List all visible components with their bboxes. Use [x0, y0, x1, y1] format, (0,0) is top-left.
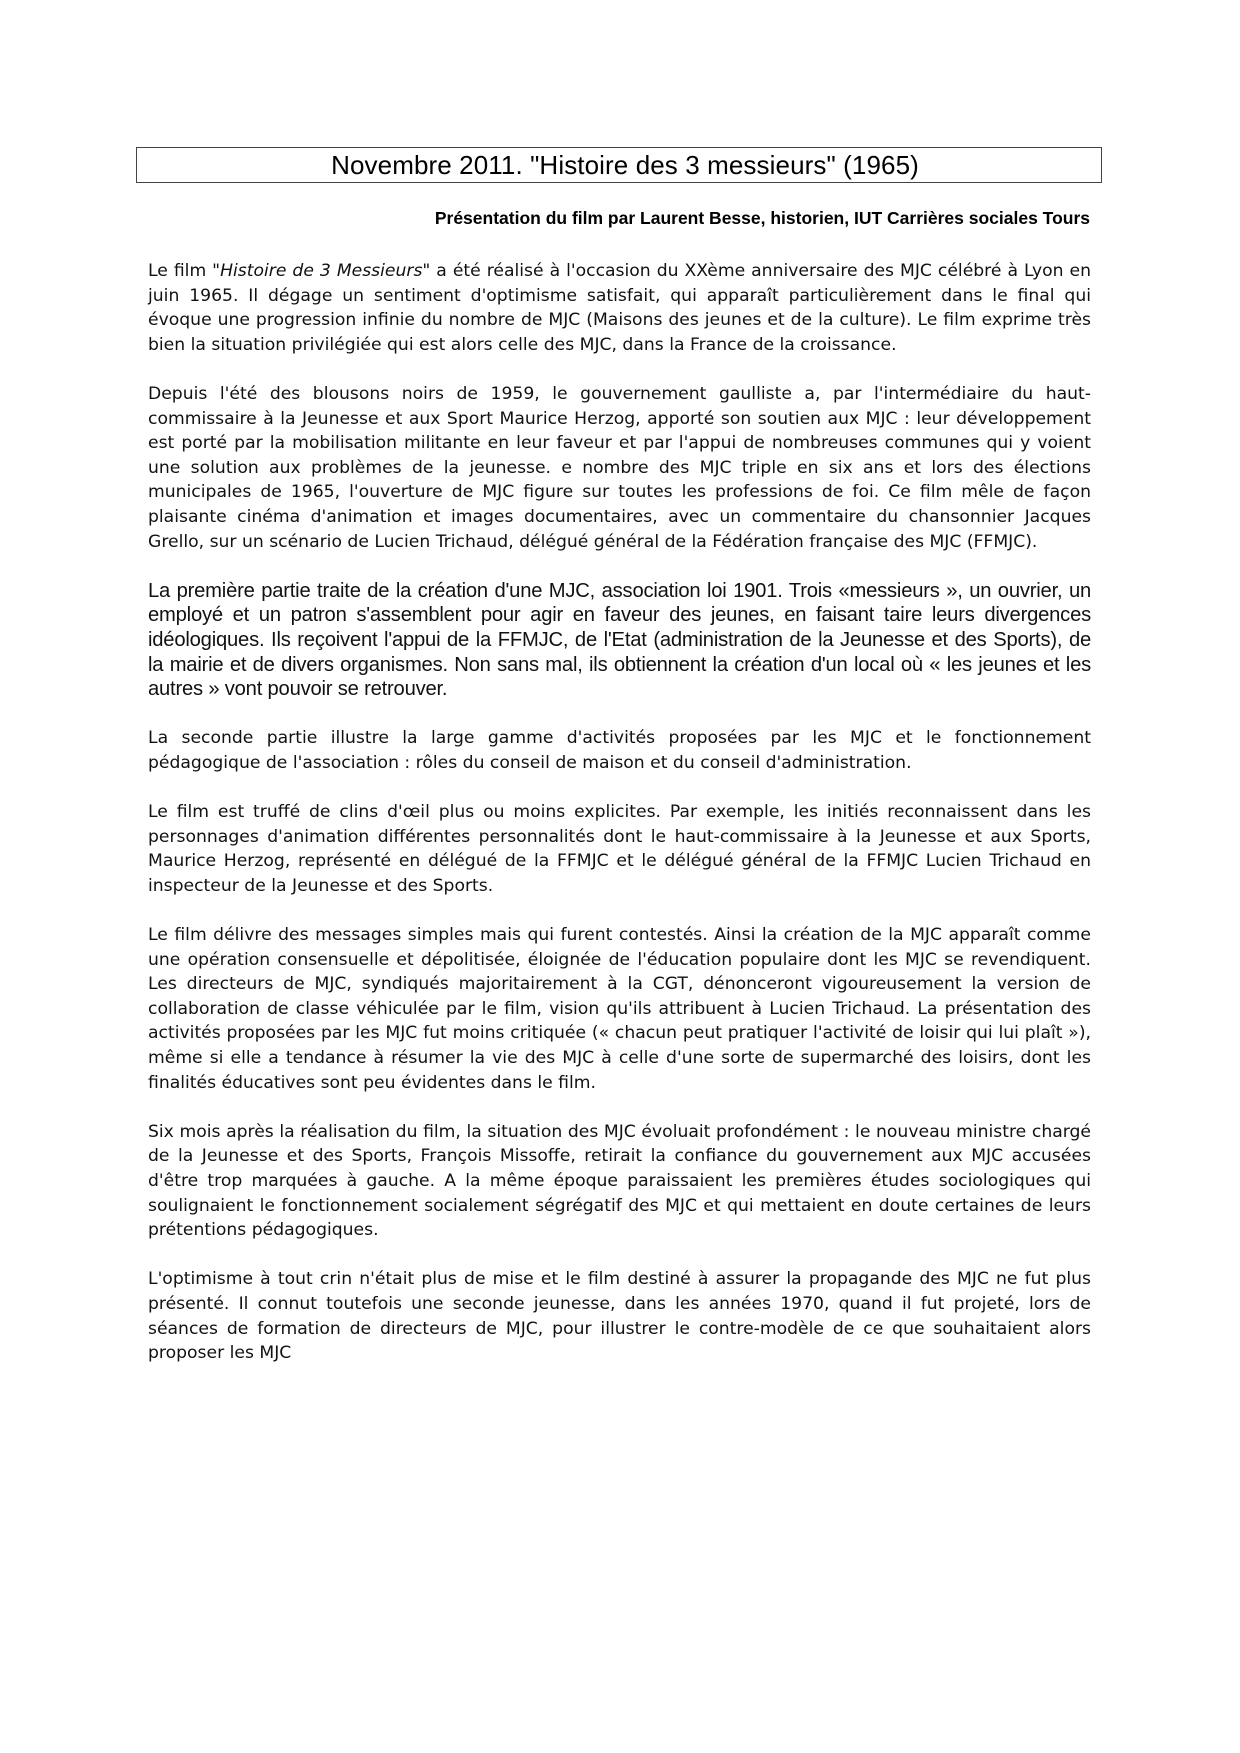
document-body	[148, 259, 1091, 1390]
document-title: Novembre 2011. "Histoire des 3 messieurs" (1965)	[331, 149, 919, 180]
paragraph-6: Le film délivre des messages simples mais qui furent contestés. Ainsi la création de la MJC apparaît comme une opération consensuelle et dépolitisée, éloignée de l'éducation populaire dont les MJC se revendiquent. Les directeurs de MJC, syndiqués majoritairement à la CGT, dénonceront vigoureusement la version de collaboration de classe véhiculée par le film, vision qu'ils attribuent à Lucien Trichaud. La présentation des activités proposées par les MJC fut moins critiquée (« chacun peut pratiquer l'activité de loisir qui lui plaît »), même si elle a tendance à résumer la vie des MJC à celle d'une sorte de supermarché des loisirs, dont les finalités éducatives sont peu évidentes dans le film.	[148, 925, 1091, 1093]
paragraph-2: Depuis l'été des blousons noirs de 1959, le gouvernement gaulliste a, par l'intermédiaire du haut-commissaire à la Jeunesse et aux Sport Maurice Herzog, apporté son soutien aux MJC : leur développement est porté par la mobilisation militante en leur faveur et par l'appui de nombreuses communes qui y voient une solution aux problèmes de la jeunesse. e nombre des MJC triple en six ans et lors des élections municipales de 1965, l'ouverture de MJC figure sur toutes les professions de foi. Ce film mêle de façon plaisante cinéma d'animation et images documentaires, avec un commentaire du chansonnier Jacques Grello, sur un scénario de Lucien Trichaud, délégué général de la Fédération française des MJC (FFMJC).	[148, 383, 1091, 552]
document-subtitle: Présentation du film par Laurent Besse, historien, IUT Carrières sociales Tours	[434, 208, 1090, 228]
paragraph-1-rest: " a été réalisé à l'occasion du XXème anniversaire des MJC célébré à Lyon en juin 1965. Il dégage un sentiment d'optimisme satisfait, qui apparaît particulièrement dans le final qui évoque une progression infinie du nombre de MJC (Maisons des jeunes et de la culture). Le film exprime très bien la situation privilégiée qui est alors celle des MJC, dans la France de la croissance.	[148, 261, 1092, 355]
paragraph-8: L'optimisme à tout crin n'était plus de mise et le film destiné à assurer la propagande des MJC ne fut plus présenté. Il connut toutefois une seconde jeunesse, dans les années 1970, quand il fut projeté, lors de séances de formation de directeurs de MJC, pour illustrer le contre-modèle de ce que souhaitaient alors proposer les MJC	[148, 1269, 1091, 1364]
paragraph-7: Six mois après la réalisation du film, la situation des MJC évoluait profondément : le nouveau ministre chargé de la Jeunesse et des Sports, François Missoffe, retirait la confiance du gouvernement aux MJC accusées d'être trop marquées à gauche. A la même époque paraissaient les premières études sociologiques qui soulignaient le fonctionnement socialement ségrégatif des MJC et qui mettaient en doute certaines de leurs prétentions pédagogiques.	[148, 1121, 1091, 1241]
paragraph-1	[148, 259, 1091, 357]
paragraph-3: La première partie traite de la création d'une MJC, association loi 1901. Trois «messieurs », un ouvrier, un employé et un patron s'assemblent pour agir en faveur des jeunes, en faisant taire leurs divergences idéologiques. Ils reçoivent l'appui de la FFMJC, de l'Etat (administration de la Jeunesse et des Sports), de la mairie et de divers organismes. Non sans mal, ils obtiennent la création d'un local où « les jeunes et les autres » vont pouvoir se retrouver.	[148, 579, 1091, 701]
paragraph-4: La seconde partie illustre la large gamme d'activités proposées par les MJC et le fonctionnement pédagogique de l'association : rôles du conseil de maison et du conseil d'administration.	[148, 728, 1091, 773]
film-title-italic: Histoire de 3 Messieurs	[220, 261, 423, 281]
paragraph-1-lead: Le film "	[148, 261, 221, 281]
title-box	[136, 147, 1102, 183]
paragraph-5: Le film est truffé de clins d'œil plus ou moins explicites. Par exemple, les initiés reconnaissent dans les personnages d'animation différentes personnalités dont le haut-commissaire à la Jeunesse et aux Sports, Maurice Herzog, représenté en délégué de la FFMJC et le délégué général de la FFMJC Lucien Trichaud en inspecteur de la Jeunesse et des Sports.	[148, 802, 1091, 896]
